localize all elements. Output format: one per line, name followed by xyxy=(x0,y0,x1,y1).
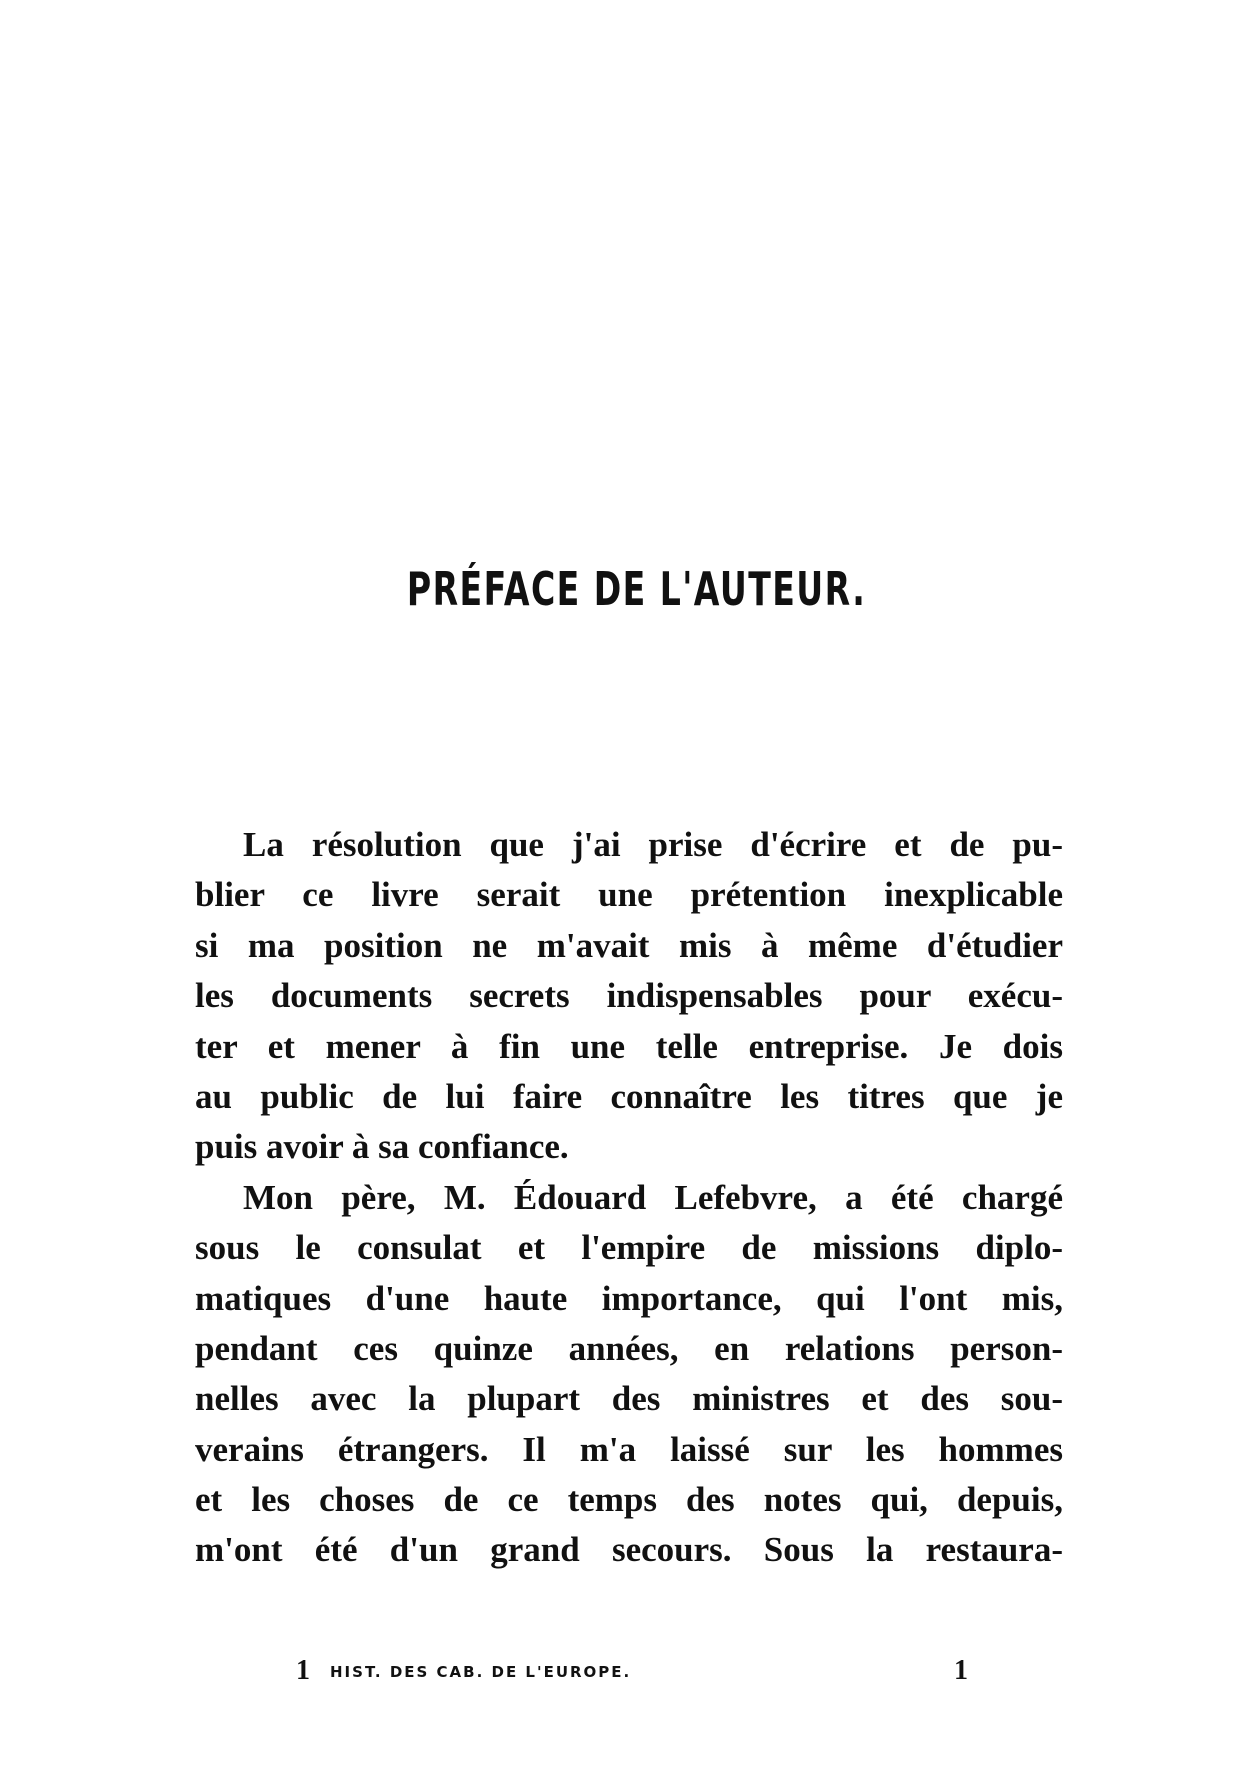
text-line: si ma position ne m'avait mis à même d'étudier xyxy=(195,925,1063,965)
text-line: au public de lui faire connaître les titres que je xyxy=(195,1076,1063,1116)
page-footer xyxy=(0,1656,1259,1686)
text-line: les documents secrets indispensables pour exécu- xyxy=(195,976,1063,1016)
text-line: blier ce livre serait une prétention inexplicable xyxy=(195,875,1063,915)
body-text xyxy=(195,820,1063,1576)
text-line: sous le consulat et l'empire de missions diplo- xyxy=(195,1228,1063,1268)
running-title: HIST. DES CAB. DE L'EUROPE. xyxy=(330,1663,632,1681)
text-line: m'ont été d'un grand secours. Sous la restaura- xyxy=(195,1530,1063,1570)
page-title: PRÉFACE DE L'AUTEUR. xyxy=(406,562,867,616)
text-line: nelles avec la plupart des ministres et des sou- xyxy=(195,1379,1063,1419)
text-line: puis avoir à sa confiance. xyxy=(195,1127,569,1167)
text-line: ter et mener à fin une telle entreprise. Je dois xyxy=(195,1026,1063,1066)
text-line: La résolution que j'ai prise d'écrire et de pu- xyxy=(243,825,1063,864)
signature-mark-right: 1 xyxy=(954,1655,968,1686)
text-line: verains étrangers. Il m'a laissé sur les hommes xyxy=(195,1429,1063,1469)
signature-mark-left: 1 xyxy=(296,1655,310,1686)
text-line: Mon père, M. Édouard Lefebvre, a été chargé xyxy=(243,1177,1063,1217)
text-line: pendant ces quinze années, en relations person- xyxy=(195,1328,1063,1368)
text-line: matiques d'une haute importance, qui l'ont mis, xyxy=(195,1278,1063,1318)
text-line: et les choses de ce temps des notes qui, depuis, xyxy=(195,1480,1063,1520)
